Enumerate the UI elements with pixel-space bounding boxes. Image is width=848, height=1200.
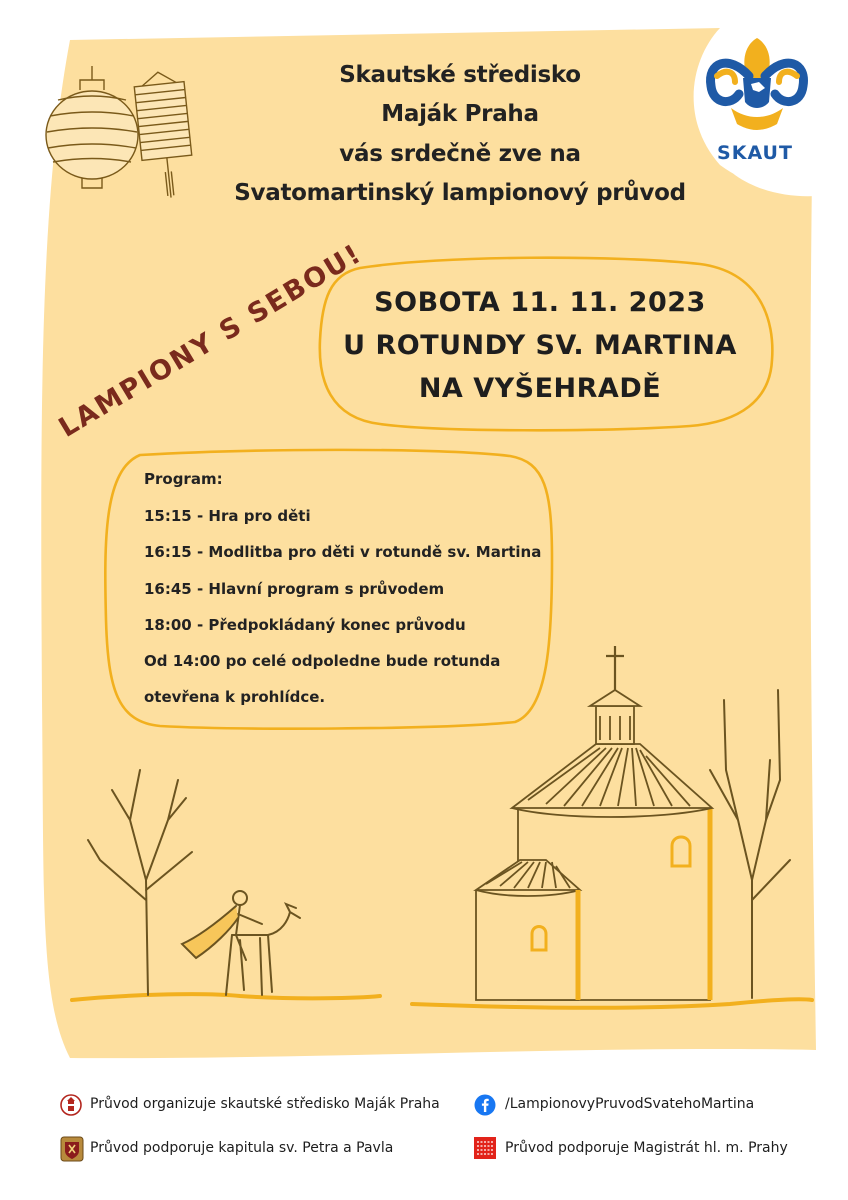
footer-chapter: Průvod podporuje kapitula sv. Petra a Pavla (90, 1140, 394, 1156)
event-date: SOBOTA 11. 11. 2023 (374, 287, 706, 318)
program-item: Od 14:00 po celé odpoledne bude rotunda (144, 652, 501, 670)
event-place: U ROTUNDY SV. MARTINA (343, 330, 737, 361)
program-item: 15:15 - Hra pro děti (144, 507, 311, 525)
program-heading: Program: (144, 470, 223, 488)
program-item: 18:00 - Předpokládaný konec průvodu (144, 616, 466, 634)
lighthouse-icon (60, 1094, 82, 1116)
program-item: otevřena k prohlídce. (144, 688, 326, 706)
event-place-area: NA VYŠEHRADĚ (418, 373, 662, 404)
praha-logo-icon (474, 1137, 496, 1159)
chapter-coat-of-arms-icon (60, 1136, 84, 1162)
header-line-invitation: vás srdečně zve na (339, 141, 581, 167)
header-line-organization: Skautské středisko (339, 62, 581, 88)
footer-organizer: Průvod organizuje skautské středisko Maják Praha (90, 1096, 440, 1112)
slogan: LAMPIONY S SEBOU! (53, 238, 368, 444)
header-line-event-name: Svatomartinský lampionový průvod (234, 180, 686, 206)
skaut-logo-text: SKAUT (717, 142, 793, 164)
program-item: 16:15 - Modlitba pro děti v rotundě sv. Martina (144, 543, 542, 561)
header-line-city: Maják Praha (381, 101, 539, 127)
footer-magistrat: Průvod podporuje Magistrát hl. m. Prahy (505, 1140, 788, 1156)
program-item: 16:45 - Hlavní program s průvodem (144, 580, 445, 598)
facebook-icon[interactable] (474, 1094, 496, 1116)
facebook-link[interactable]: /LampionovyPruvodSvatehoMartina (505, 1096, 755, 1112)
